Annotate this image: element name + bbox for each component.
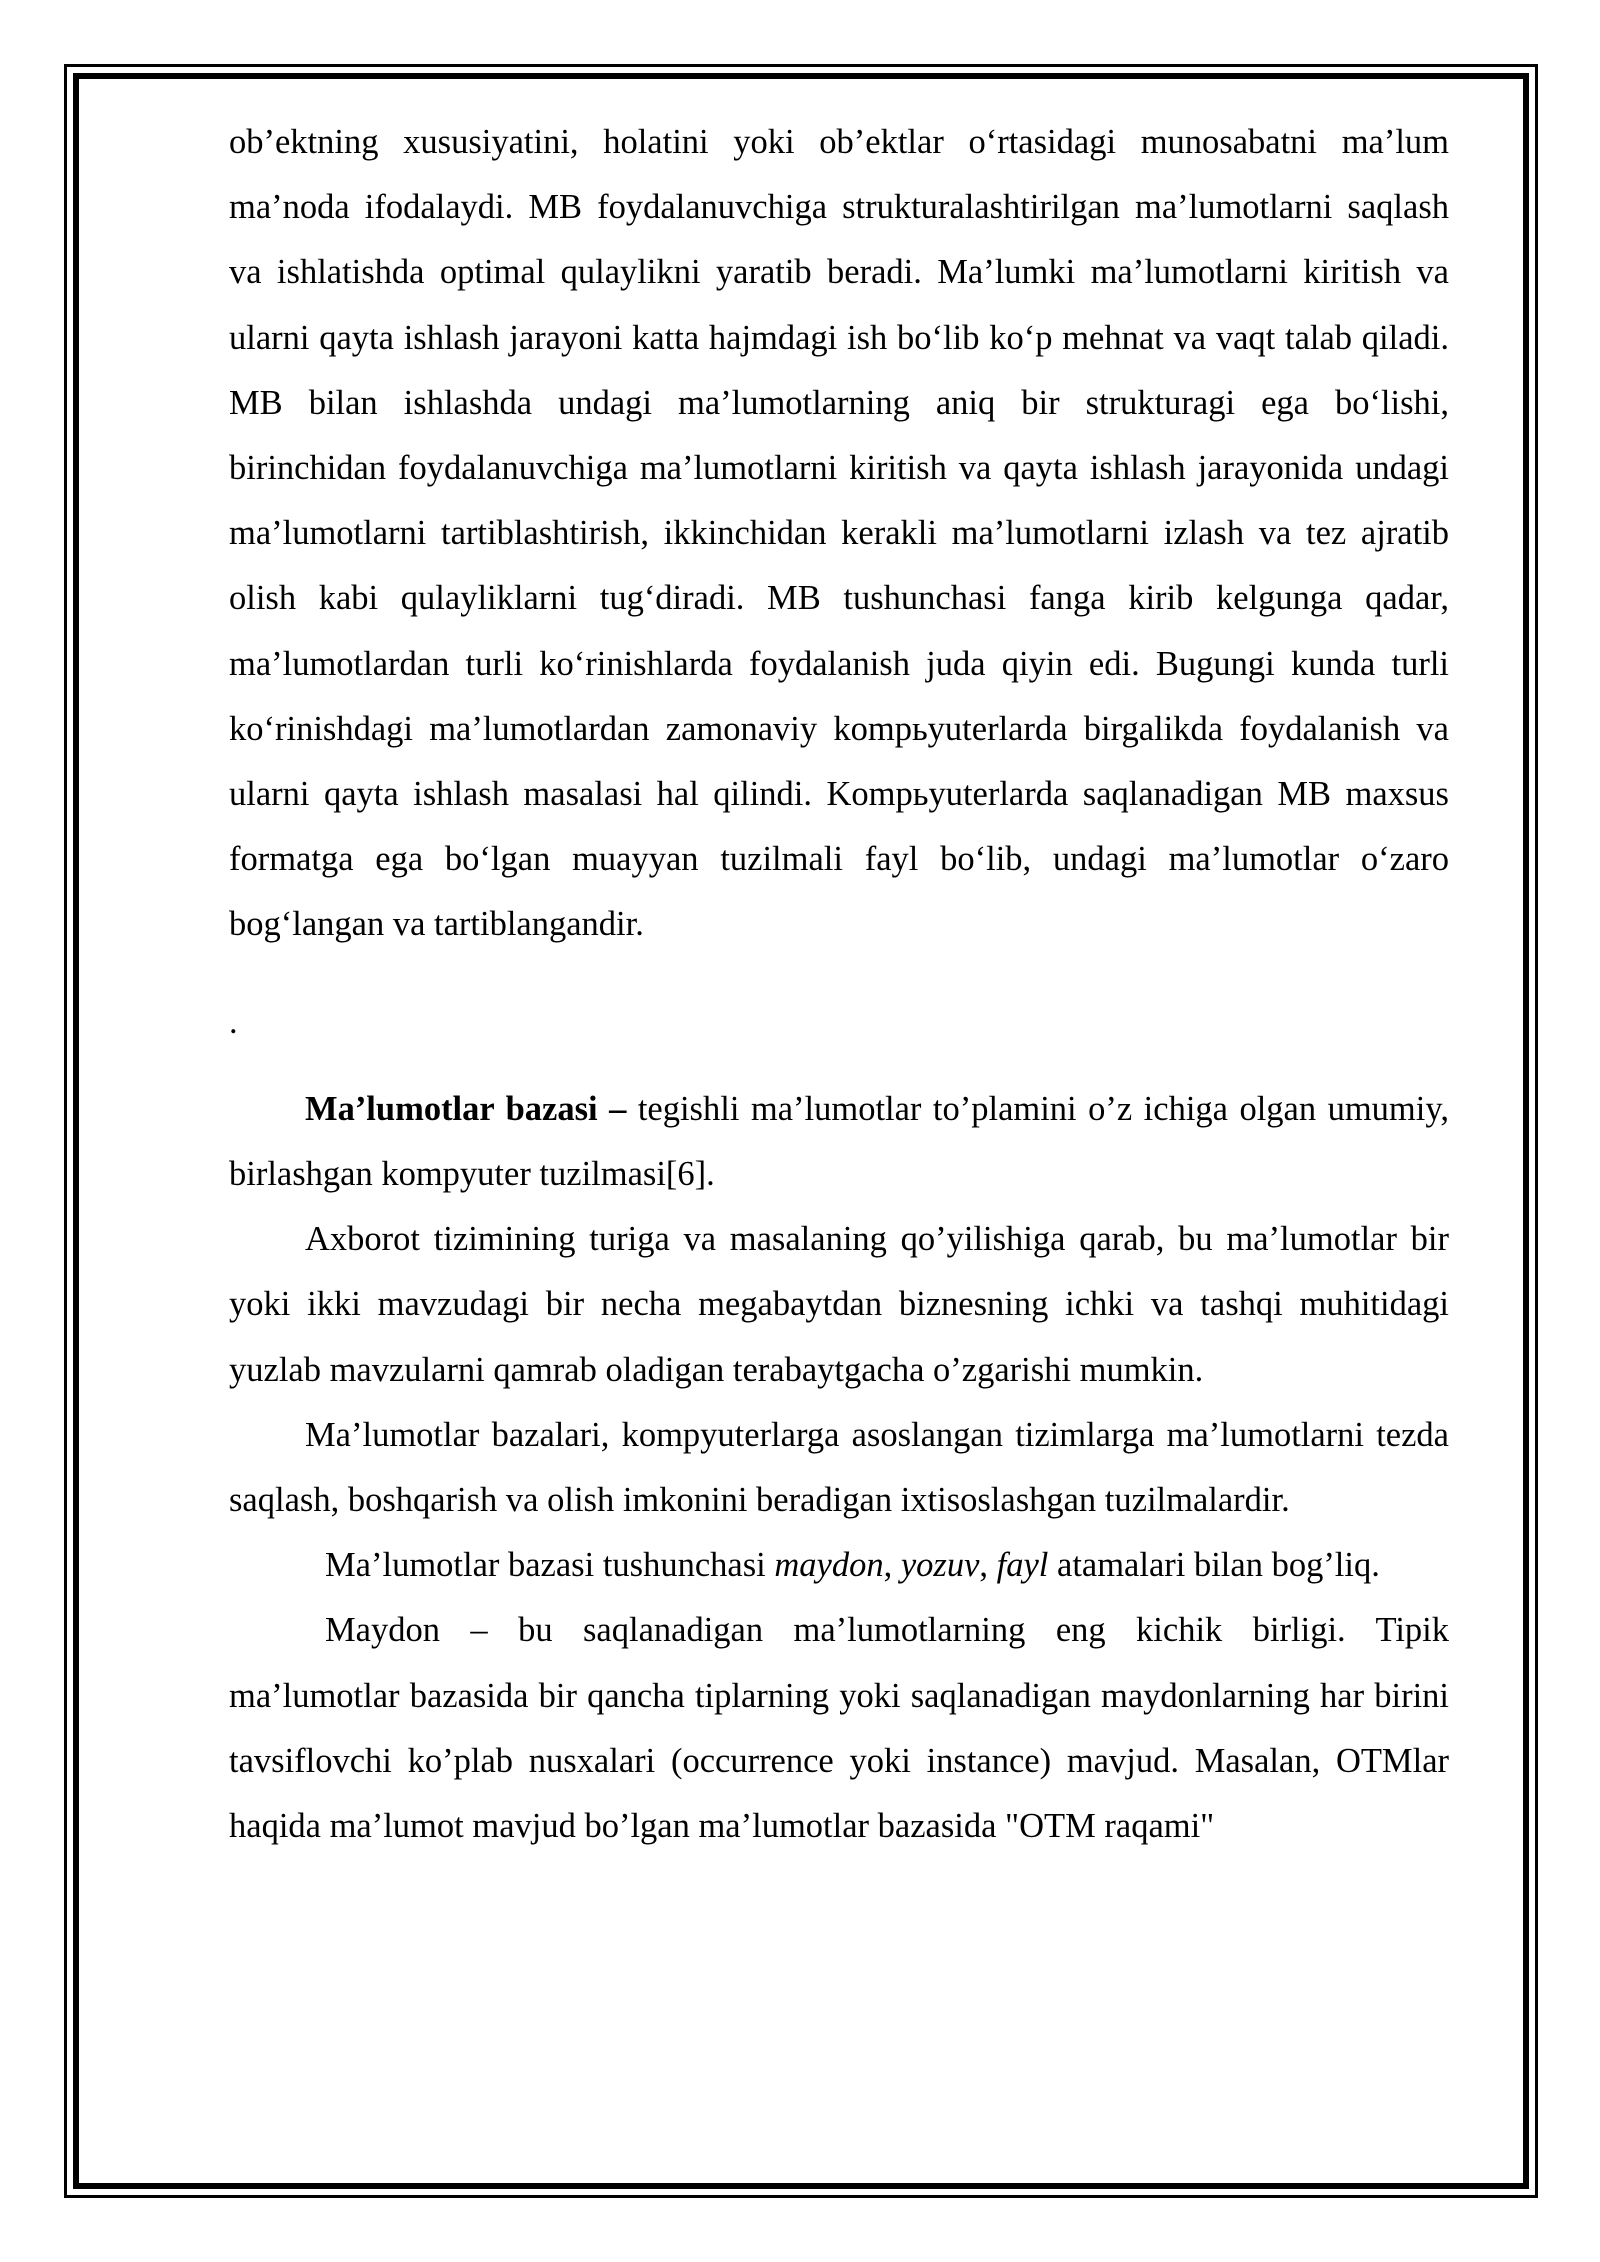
definition-term: Ma’lumotlar bazasi – [305,1089,627,1128]
paragraph-database-definition [229,1077,1449,1207]
dot-separator: . [229,1002,238,1041]
paragraph-database-terms [229,1533,1449,1598]
term-separator: , [979,1546,997,1585]
paragraph-database-structures: Ma’lumotlar bazalari, kompyuterlarga asoslangan tizimlarga ma’lumotlarni tezda saqlash, boshqarish va olish imkonini beradigan ixtisoslashgan tuzilmalardir. [229,1415,1449,1520]
document-body [229,110,1449,1859]
term-separator: , [883,1546,901,1585]
terms-intro: Ma’lumotlar bazasi tushunchasi [325,1546,775,1585]
paragraph-field-definition: Maydon – bu saqlanadigan ma’lumotlarning eng kichik birligi. Tipik ma’lumotlar bazasida bir qancha tiplarning yoki saqlanadigan maydonlarning har birini tavsiflovchi ko’plab nusxalari (occurrence yoki instance) mavjud. Masalan, OTMlar haqida ma’lumot mavjud bo’lgan ma’lumotlar bazasida "OTM raqami" [229,1611,1449,1846]
definition-text: tegishli ma’lumotlar to’plamini o’z ichiga olgan umumiy, birlashgan kompyuter tuzilmasi[6]. [229,1089,1449,1194]
term-fayl: fayl [996,1546,1049,1585]
terms-outro: atamalari bilan bog’liq. [1048,1546,1380,1585]
term-maydon: maydon [774,1546,884,1585]
paragraph-mb-description: ob’ektning xususiyatini, holatini yoki ob’ektlar o‘rtasidagi munosabatni ma’lum ma’noda ifodalaydi. MB foydalanuvchiga strukturalashtirilgan ma’lumotlarni saqlash va ishlatishda optimal qulaylikni yaratib beradi. Ma’lumki ma’lumotlarni kiritish va ularni qayta ishlash jarayoni katta hajmdagi ish bo‘lib ko‘p mehnat va vaqt talab qiladi. MB bilan ishlashda undagi ma’lumotlarning aniq bir strukturagi ega bo‘lishi, birinchidan foydalanuvchiga ma’lumotlarni kiritish va qayta ishlash jarayonida undagi ma’lumotlarni tartiblashtirish, ikkinchidan kerakli ma’lumotlarni izlash va tez ajratib olish kabi qulayliklarni tug‘diradi. MB tushunchasi fanga kirib kelgunga qadar, ma’lumotlardan turli ko‘rinishlarda foydalanish juda qiyin edi. Bugungi kunda turli ko‘rinishdagi ma’lumotlardan zamonaviy kompьyuterlarda birgalikda foydalanish va ularni qayta ishlash masalasi hal qilindi. Kompьyuterlarda saqlanadigan MB maxsus formatga ega bo‘lgan muayyan tuzilmali fayl bo‘lib, undagi ma’lumotlar o‘zaro bog‘langan va tartiblangandir. [229,123,1449,944]
paragraph-information-system: Axborot tizimining turiga va masalaning qo’yilishiga qarab, bu ma’lumotlar bir yoki ikki mavzudagi bir necha megabaytdan biznesning ichki va tashqi muhitidagi yuzlab mavzularni qamrab oladigan terabaytgacha o’zgarishi mumkin. [229,1220,1449,1389]
term-yozuv: yozuv [900,1546,980,1585]
